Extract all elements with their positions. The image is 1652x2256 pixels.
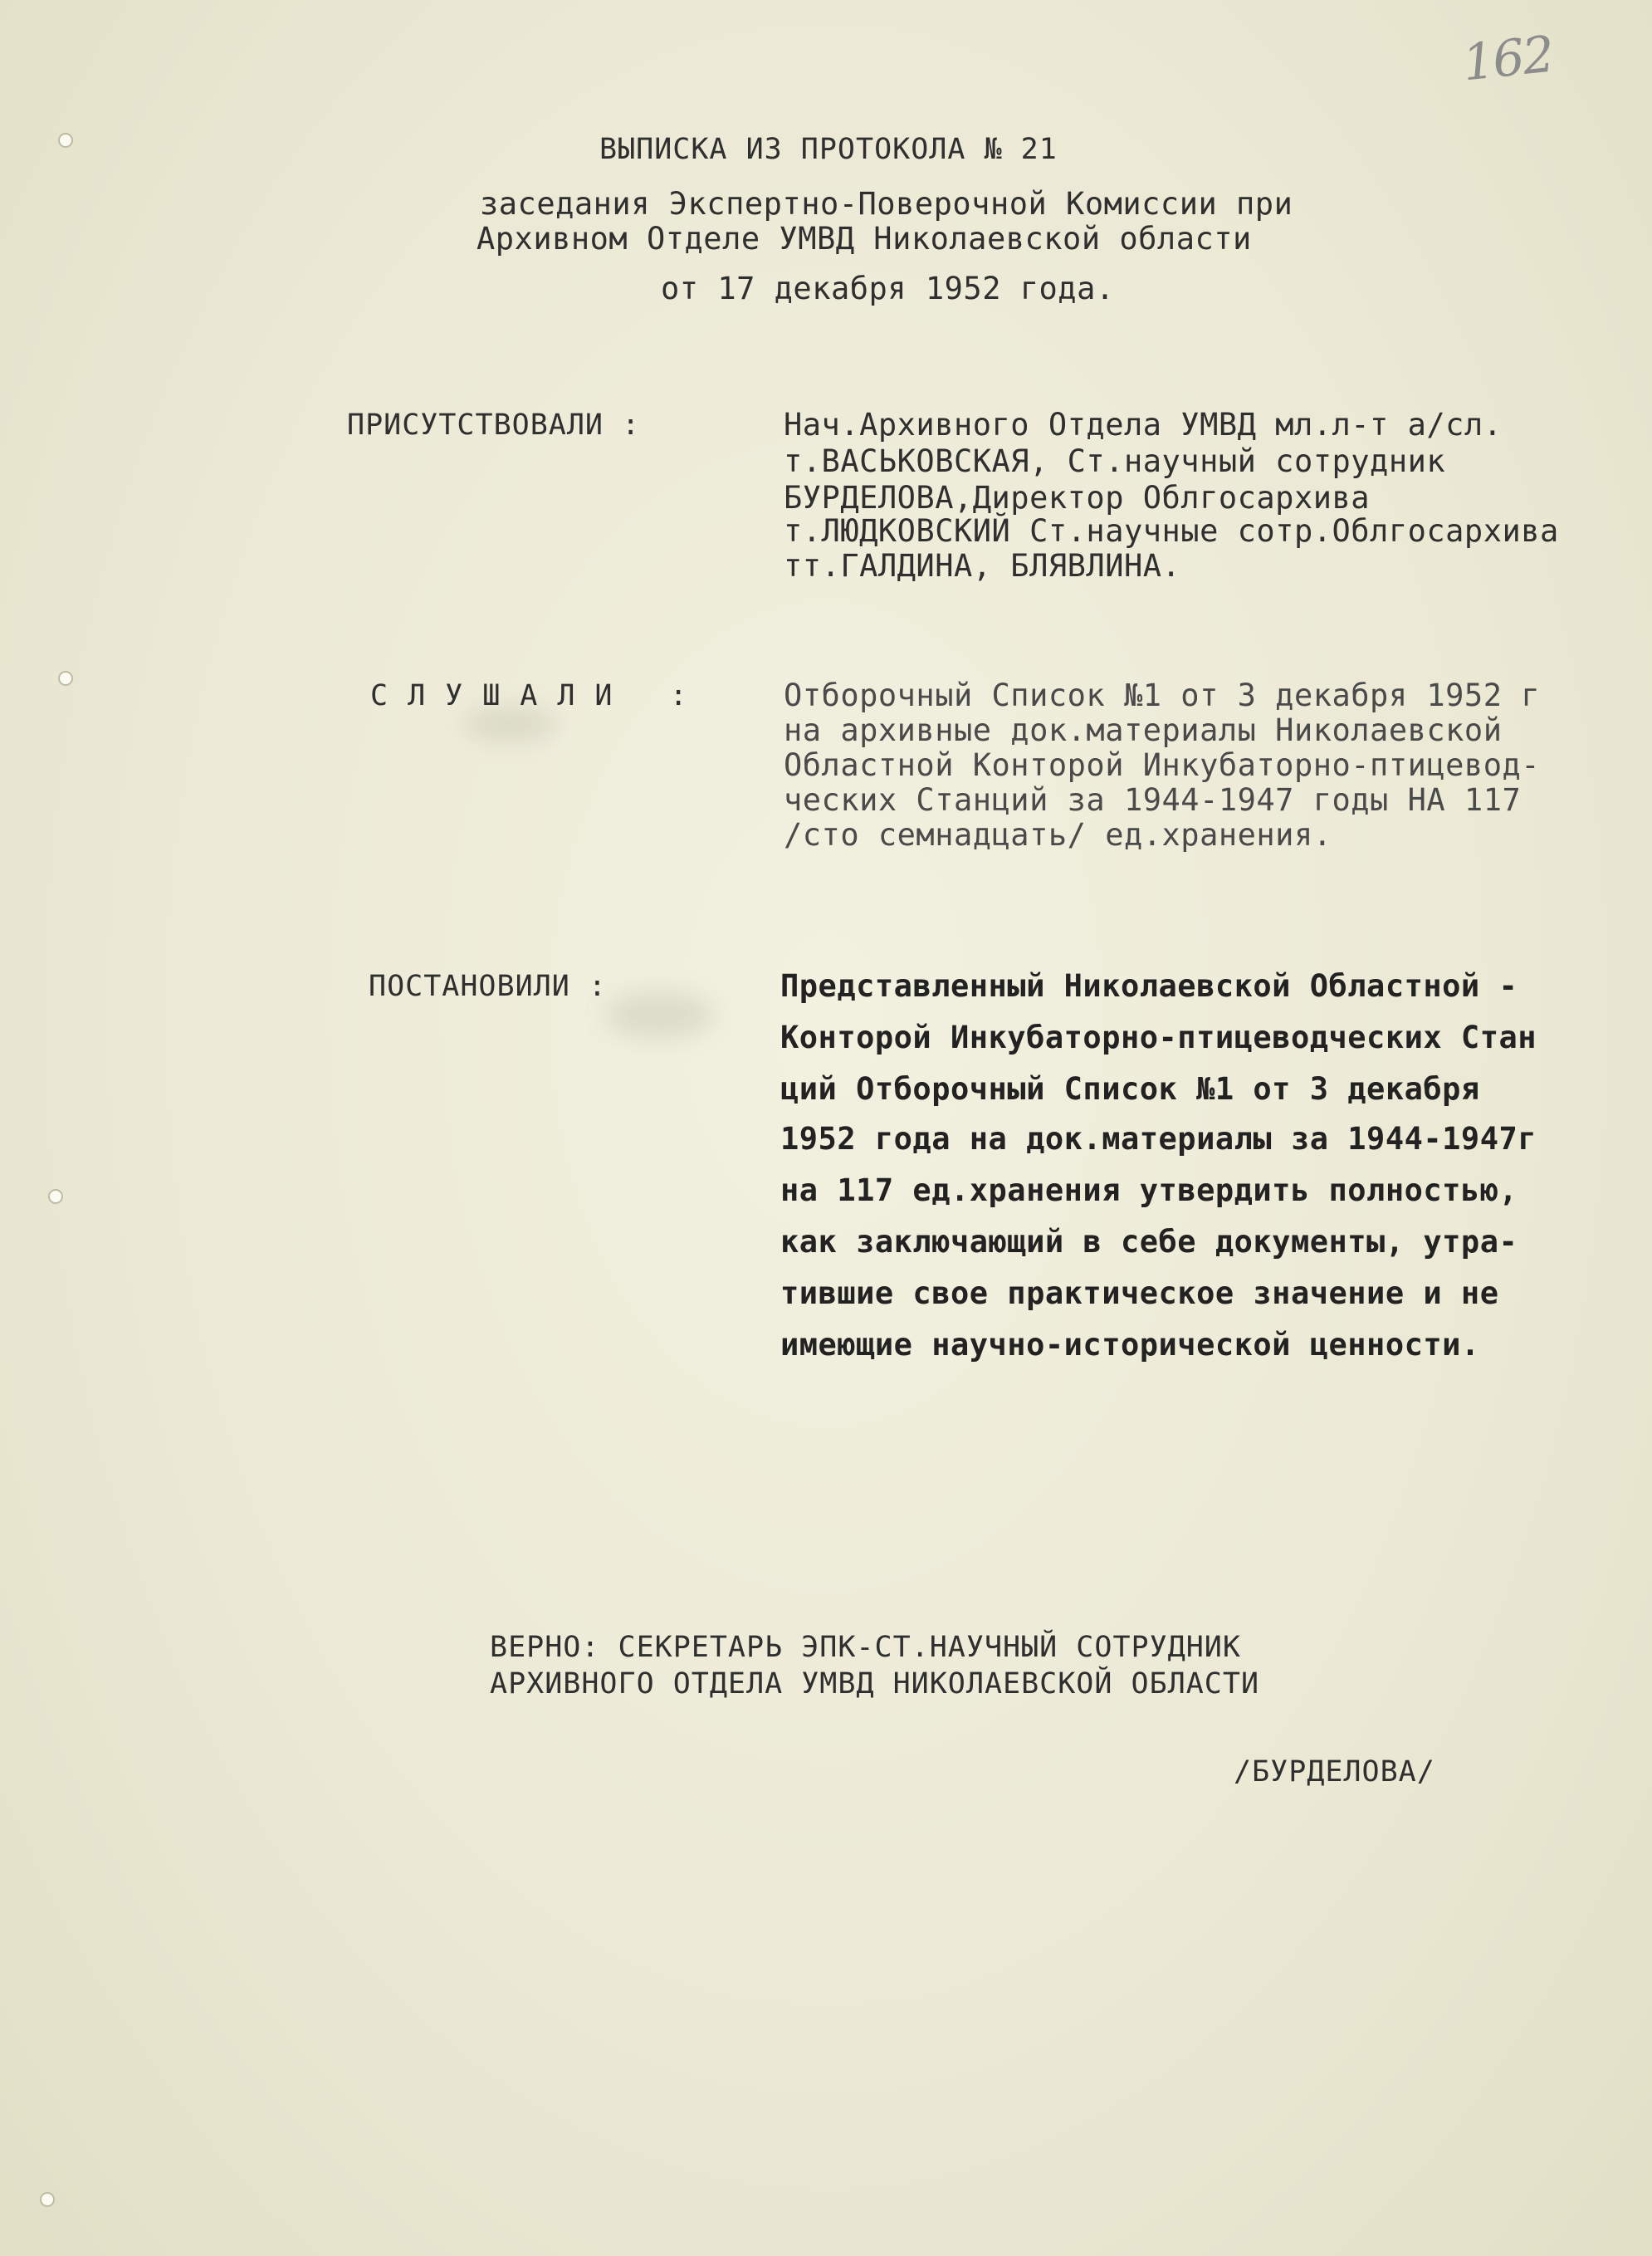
resolved-line-4: 1952 года на док.материалы за 1944-1947г [780, 1121, 1537, 1157]
footer-line-2: АРХИВНОГО ОТДЕЛА УМВД НИКОЛАЕВСКОЙ ОБЛАСТИ [490, 1667, 1260, 1701]
heard-line-5: /сто семнадцать/ ед.хранения. [784, 817, 1332, 853]
resolved-line-2: Конторой Инкубаторно-птицеводческих Стан [780, 1020, 1537, 1055]
heard-line-2: на архивные док.материалы Николаевской [784, 712, 1503, 748]
punch-hole-2 [58, 671, 73, 686]
present-line-4: т.ЛЮДКОВСКИЙ Ст.научные сотр.Облгосархива [784, 513, 1559, 549]
heard-line-1: Отборочный Список №1 от 3 декабря 1952 г [784, 678, 1541, 713]
heard-line-4: ческих Станций за 1944-1947 годы НА 117 [784, 782, 1522, 818]
heard-line-3: Областной Конторой Инкубаторно-птицевод- [784, 747, 1541, 783]
ink-smudge [606, 992, 714, 1038]
punch-hole-1 [58, 133, 73, 148]
signature-name: /БУРДЕЛОВА/ [1234, 1755, 1435, 1789]
header-line-2: Архивном Отделе УМВД Николаевской области [477, 221, 1252, 257]
punch-hole-4 [40, 2192, 55, 2207]
present-line-5: тт.ГАЛДИНА, БЛЯВЛИНА. [784, 548, 1181, 584]
section-label-present: ПРИСУТСТВОВАЛИ : [347, 409, 641, 442]
handwritten-page-number: 162 [1459, 25, 1556, 93]
resolved-line-5: на 117 ед.хранения утвердить полностью, [780, 1172, 1518, 1208]
section-label-heard: СЛУШАЛИ : [370, 679, 707, 712]
resolved-line-7: тившие свое практическое значение и не [780, 1275, 1499, 1311]
punch-hole-3 [48, 1189, 63, 1204]
header-line-1: заседания Экспертно-Поверочной Комиссии при [480, 186, 1293, 222]
section-label-resolved: ПОСТАНОВИЛИ : [369, 970, 607, 1003]
resolved-line-6: как заключающий в себе документы, утра- [780, 1224, 1518, 1260]
resolved-line-1: Представленный Николаевской Областной - [780, 968, 1518, 1004]
header-line-3: от 17 декабря 1952 года. [661, 271, 1115, 306]
present-line-2: т.ВАСЬКОВСКАЯ, Ст.научный сотрудник [784, 443, 1446, 479]
present-line-3: БУРДЕЛОВА,Директор Облгосархива [784, 480, 1371, 516]
resolved-line-8: имеющие научно-исторической ценности. [780, 1327, 1480, 1363]
present-line-1: Нач.Архивного Отдела УМВД мл.л-т а/сл. [784, 407, 1503, 443]
resolved-line-3: ций Отборочный Список №1 от 3 декабря [780, 1071, 1480, 1107]
document-title: ВЫПИСКА ИЗ ПРОТОКОЛА № 21 [599, 133, 1058, 166]
footer-line-1: ВЕРНО: СЕКРЕТАРЬ ЭПК-СТ.НАУЧНЫЙ СОТРУДНИК [490, 1631, 1241, 1664]
